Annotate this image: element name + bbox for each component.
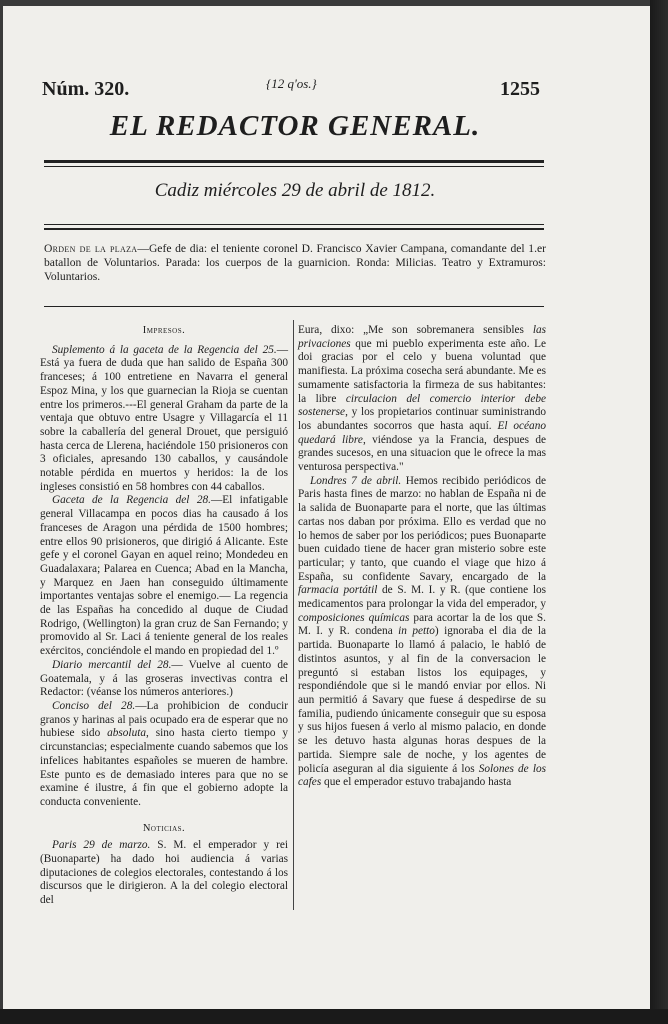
article-conciso xyxy=(40,700,288,810)
article-text: — Vuelve al cuento de Goatemala, y á las groseras invectivas contra el Redactor: (véanse los números anteriores.) xyxy=(40,658,288,699)
scan-shadow-edge xyxy=(650,0,668,1024)
right-column xyxy=(298,324,546,790)
handwritten-note: {12 q'os.} xyxy=(266,76,317,91)
orden-de-la-plaza xyxy=(44,242,546,284)
noticias-heading: Noticias. xyxy=(142,822,186,834)
article-emphasis: absoluta xyxy=(107,727,147,740)
article-lead: Londres 7 de abril. xyxy=(310,474,402,487)
article-text: Eura, dixo: „Me son sobremanera sensibles xyxy=(298,324,533,336)
article-lead: Conciso del 28. xyxy=(52,699,136,712)
dateline-rule-thick xyxy=(44,228,544,230)
article-text: que mi pueblo experimenta este año. Le doi gracias por el celo y buena voluntad que manifiesta. La próxima cosecha será abundante. Me es sumamente satisfactoria la firmeza de sus habitantes: la libre xyxy=(298,337,546,405)
article-lead: Suplemento á la gaceta de la Regencia del 25. xyxy=(52,343,277,356)
page-number: 1255 xyxy=(500,78,540,100)
article-text: , sino hasta cierto tiempo y circunstancias; especialmente cuando sabemos que los infelices habitantes españoles se mueren de hambre. Este punto es de demasiado interes para que no se examine é ilustre, á fin que el gobierno adopte la conducta conveniente. xyxy=(40,727,288,808)
article-paris xyxy=(40,839,288,908)
left-column xyxy=(40,324,288,908)
masthead-rule-thick xyxy=(44,160,544,163)
article-text: —El infatigable general Villacampa en pocos dias ha causado á los franceses de Aragon una pérdida de 1500 hombres; entre ellos 90 prisioneros, que dirigió á Alicante. Este gefe y el coronel Gayan en aquel reino; Mondedeu en Guadalaxara; Palarea en Cuenca; Abad en la Mancha, y Marquez en Jaen han conseguido últimamente importantes ventajas sobre el enemigo.— La regencia de las Españas ha concedido al duque de Ciudad Rodrigo, (Wellington) la gran cruz de San Fernando; y promovido al Sr. Laci á teniente general de los reales exércitos, conciéndole el mando en propiedad del 1.º xyxy=(40,494,288,658)
article-londres xyxy=(298,475,546,790)
article-emphasis: circulacion del comercio interior debe sostenerse xyxy=(298,392,546,419)
scan-bottom-edge xyxy=(0,1009,668,1024)
masthead-rule-thin xyxy=(44,166,544,167)
column-divider xyxy=(293,320,294,910)
article-text: , viéndose ya la Francia, despues de grandes sucesos, en una situacion que le ofrece la mas venturosa perspectiva." xyxy=(298,433,546,474)
article-text: que el emperador estuvo trabajando hasta xyxy=(321,776,512,789)
impresos-heading: Impresos. xyxy=(142,325,186,336)
article-text: , y los propietarios continuar suministrando los abundantes socorros que hasta aquí. xyxy=(298,406,546,432)
orden-text: —Gefe de dia: el teniente coronel D. Francisco Xavier Campana, comandante del 1.er batallon de Voluntarios. Parada: los cuerpos de la guarnicion. Ronda: Milicias. Teatro y Extramuros: Voluntarios. xyxy=(44,242,546,283)
article-diario xyxy=(40,659,288,700)
article-gaceta xyxy=(40,494,288,658)
article-emphasis: El océano quedará libre xyxy=(298,419,546,446)
article-eura xyxy=(298,324,546,475)
article-emphasis: las privaciones xyxy=(298,324,546,350)
article-lead: Paris 29 de marzo. xyxy=(52,839,151,852)
article-text: —Está ya fuera de duda que han salido de España 300 franceses; á 100 entretiene en Navarra el general Espoz Mina, y los que guarnecian la Rioja se cuentan entre los primeros.---El general Graham da parte de la ventaja que obtuvo entre Usagre y Villagarcía el 11 sobre la caballería del general Drouet, que persiguió hasta cerca de Llerena, haciéndole 150 prisioneros con 3 oficiales, apresando 130 caballos, y causándole notable pérdida en muertos y heridos: la de los ingleses consistió en 58 hombres con 44 caballos. xyxy=(40,343,288,493)
article-text: —La prohibicion de conducir granos y harinas al pais ocupado era de esperar que no hubiese sido xyxy=(40,699,289,740)
article-suplemento xyxy=(40,344,288,495)
dateline: Cadiz miércoles 29 de abril de 1812. xyxy=(154,180,436,201)
issue-number: Núm. 320. xyxy=(42,78,130,100)
masthead-title: EL REDACTOR GENERAL. xyxy=(109,110,481,142)
article-lead: Diario mercantil del 28. xyxy=(52,658,172,671)
orden-label: Orden de la plaza xyxy=(44,242,138,255)
article-text: de S. M. I. y R. (que contiene los medicamentos para prolongar la vida del emperador, y xyxy=(298,584,546,611)
article-text: ) ignoraba el dia de la partida. Buonaparte lo llamó á palacio, le habló de distintos asuntos, y al fin de la conversacion le preguntó si estaban listos los equipages, y respondiéndole que si le mandó enviar por ellos. Ni aun permitió á Savary que fuese á despedirse de su familia, pudiendo únicamente conseguir que su esposa y sus hijos fuesen á verlo al mismo palacio, en donde se les detuvo hasta algunas horas despues de la partida. Siempre sale de noche, y los agentes de policía aseguran al dia siguiente á los xyxy=(298,625,546,775)
article-emphasis: composiciones químicas xyxy=(298,611,410,624)
article-text: para acortar la de los que S. M. I. y R. condena xyxy=(298,611,546,638)
article-emphasis: farmacia portátil xyxy=(298,584,378,597)
article-emphasis: in petto xyxy=(398,625,435,638)
article-text: S. M. el emperador y rei (Buonaparte) ha dado hoi audiencia á varias diputaciones de colegios electorales, contestando á los discursos que le dirigieron. A la del colegio electoral del xyxy=(40,839,288,907)
article-lead: Gaceta de la Regencia del 28. xyxy=(52,494,211,507)
article-text: Hemos recibido periódicos de Paris hasta fines de marzo: no hablan de España ni de la salida de Buonaparte para el norte, que las últimas cartas nos daban por próxima. Ello es verdad que no lo hemos de saber por los periódicos; pues Buonaparte buen cuidado tiene de hacer gran misterio sobre este particular; y tanto, que cuando el viage que hizo á España, su confidente Savary, encargado de la xyxy=(298,474,546,583)
article-emphasis: Solones de los cafes xyxy=(298,762,547,789)
dateline-rule-thin xyxy=(44,224,544,225)
orden-rule xyxy=(44,306,544,307)
